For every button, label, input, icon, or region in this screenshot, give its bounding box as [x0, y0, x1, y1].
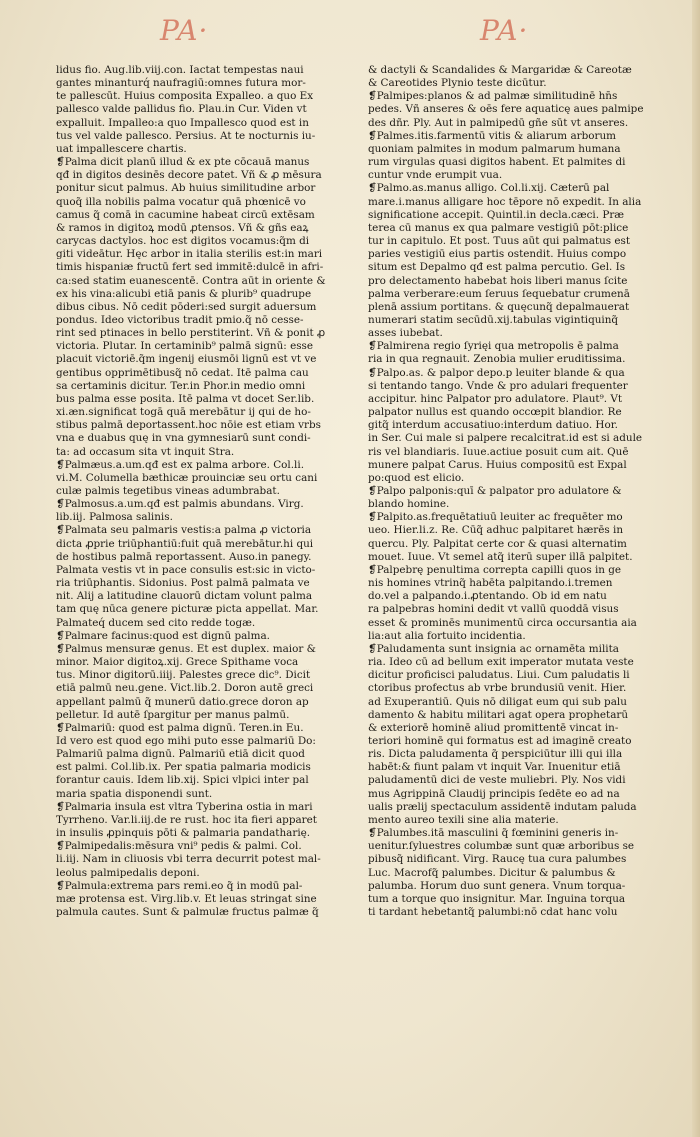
- text-line: mare.i.manus alligare hoc tēpore nō expedit. In alia: [368, 195, 642, 208]
- text-line: ctoribus profectus ab vrbe brundusiū venit. Hier.: [368, 682, 627, 695]
- text-line: lidus fio. Aug.lib.viij.con. Iactat tempestas naui: [56, 64, 304, 76]
- text-line: paries vestigiū eius partis ostendit. Huius compo: [368, 248, 627, 261]
- text-line: ad Exuperantiū. Quis nō diligat eum qui sub palu: [368, 695, 627, 708]
- text-line: pedes. Vñ anseres & oēs fere aquaticę aues palmipe: [368, 103, 644, 116]
- text-line: placuit victoriē.q̃m ingenij eiusmōi lignū est vt ve: [56, 353, 317, 366]
- text-line: ueo. Hier.li.z. Re. Cūq̃ adhuc palpitaret hærēs in: [368, 524, 624, 537]
- text-line: li.iij. Nam in cliuosis vbi terra decurrit potest mal-: [56, 853, 321, 866]
- text-line: pondus. Ideo victoribus tradit̃ pmio.q̃ nō cesse-: [56, 313, 304, 326]
- text-line: tus vel valde pallesco. Persius. At te nocturnis iu-: [56, 129, 316, 142]
- text-line: tur in capitulo. Et post. Tuus aūt qui palmatus est: [368, 235, 631, 248]
- text-line: plenā assium portitans. & quęcunq̃ depalmauerat: [368, 300, 630, 313]
- text-line: & exteriorē hominē aliud promittentē vincat in-: [368, 721, 619, 734]
- text-line: pallesco valde pallidus fio. Plau.in Cur. Viden vt: [56, 103, 307, 116]
- text-line: dicta ꝓprie triūphantiū:fuit quā merebātur.hi qui: [56, 537, 314, 550]
- text-line: vi.M. Columella bæthicæ prouinciæ seu ortu cani: [56, 471, 318, 484]
- text-line: palpator nullus est quando occœpit blandior. Re: [368, 406, 622, 419]
- text-line: pro delectamento habebat hois liberi manus ſcite: [368, 274, 628, 287]
- text-line: ca:sed statim euanescentē. Contra aūt in oriente &: [56, 274, 326, 287]
- text-line: ris. Dicta paludamenta q̃ perspiciūtur illi qui illa: [368, 748, 623, 761]
- text-line: etiā palmū neu.gene. Vict.lib.2. Doron autē greci: [56, 682, 314, 695]
- text-line: Tyrrheno. Var.li.iij.de re rust. hoc ita fieri apparet: [56, 813, 317, 826]
- text-line: Palmata vestis vt in pace consulis est:sic in victo-: [56, 563, 316, 576]
- text-line: forantur cauis. Idem lib.xij. Spici vlpici inter pal: [56, 774, 309, 787]
- text-line: tam quę nūca genere picturæ picta appellat̃. Mar.: [56, 603, 319, 616]
- text-line: pelletur. Id autē ſpargitur per manus palmū.: [56, 708, 290, 721]
- text-line: quoq̃ illa nobilis palma vocatur quā phœnicē vo: [56, 195, 306, 208]
- text-line: minor. Maior digitoꝝ.xij. Grece Spithame voca: [56, 656, 299, 669]
- text-line: ❡Palmariū: quod est palma dignū. Teren.in Eu.: [56, 721, 304, 734]
- text-line: ❡Palmo.as.manus alligo. Col.li.xij. Cæterū pal: [368, 182, 610, 195]
- text-line: xi.æn.significat togā quā merebātur ij qui de ho-: [56, 406, 311, 419]
- text-line: vna e duabus quę in vna gymnesiarū sunt condi-: [56, 432, 311, 445]
- text-line: lib.iij. Palmosa salinis.: [56, 511, 173, 524]
- text-line: dibus cibus. Nō cedit pōderi:sed surgit aduersum: [56, 300, 317, 313]
- text-line: maria spatia disponendi sunt.: [56, 787, 213, 800]
- text-line: timis hispaniæ fructū fert sed immitē:dulcē in afri-: [56, 261, 324, 274]
- text-line: te pallescūt. Huius composita Expalleo. a quo Ex: [56, 90, 314, 103]
- text-line: ❡Palpo.as. & palpor depo.p leuiter blande & qua: [368, 366, 625, 379]
- text-line: gantes minanturq́ naufragiū:omnes futura mor-: [56, 77, 306, 90]
- text-line: uat impallescere chartis.: [56, 142, 187, 155]
- text-line: ❡Palmirena regio ſyrięi qua metropolis ē palma: [368, 340, 619, 353]
- text-line: ❡Palmæus.a.um.qđ est ex palma arbore. Col.li.: [56, 458, 305, 471]
- text-column-right: [368, 64, 674, 1104]
- page-edge: [692, 0, 700, 1137]
- text-line: carycas dactylos. hoc est digitos vocamus:q̃m di: [56, 235, 310, 248]
- text-line: ria in qua regnauit. Zenobia mulier eruditissima.: [368, 353, 626, 366]
- text-line: ❡Palmaria insula est vltra Tyberina ostia in mari: [56, 800, 313, 813]
- text-line: cuntur vnde erumpit vua.: [368, 169, 503, 182]
- text-line: mus Agrippinā Claudij principis ſedēte eo ad na: [368, 787, 620, 800]
- text-line: ti tardant hebetantq̃ palumbi:nō cdat hanc volu: [368, 906, 618, 918]
- text-line: leolus palmipedalis deponi.: [56, 866, 200, 879]
- text-line: nit. Alij a latitudine clauorū dictam volunt palma: [56, 590, 313, 603]
- text-line: esset & prominēs munimentū circa occursantia aia: [368, 616, 637, 629]
- text-line: est palmi. Col.lib.ix. Per spatia palmaria modicis: [56, 761, 311, 774]
- text-line: ria triūphantis. Sidonius. Post palmā palmata ve: [56, 577, 310, 590]
- text-line: blando homine.: [368, 498, 450, 511]
- text-line: ❡Palma dicit̃ planū illud & ex pte cōcauā manus: [56, 156, 310, 169]
- running-head-right: PA·: [480, 14, 529, 47]
- text-line: po:quod est elicio.: [368, 471, 465, 484]
- text-line: victoria. Plutar. In certaminib⁹ palmā signū: esse: [56, 340, 314, 353]
- text-line: dicitur proficisci paludatus. Liui. Cum paludatis li: [368, 669, 630, 682]
- text-line: teriori hominē qui formatus est ad imaginē creato: [368, 734, 632, 747]
- text-line: ra palpebras homini dedit vt vallū quoddā visus: [368, 603, 619, 616]
- text-line: & Careotides Plynio teste dicūtur.: [368, 77, 547, 90]
- text-line: qđ in digitos desinēs decore patet. Vñ & ꝓ mēsura: [56, 169, 322, 182]
- text-line: lia:aut alia fortuito incidentia.: [368, 629, 526, 642]
- text-line: damento & habitu militari agat opera prophetarū: [368, 708, 629, 721]
- text-line: ❡Palmipedalis:mēsura vni⁹ pedis & palmi. Col.: [56, 840, 302, 853]
- text-line: situm est Depalmo qđ est palma percutio. Gel. Is: [368, 261, 626, 274]
- text-line: ponitur sicut palmus. Ab huius similitudine arbor: [56, 182, 316, 195]
- text-line: Id vero est quod ego mihi puto esse palmariū Do:: [56, 734, 316, 747]
- text-line: ❡Palumbes.itā masculini q̃ fœminini generis in-: [368, 827, 619, 840]
- text-line: rum virgulas quasi digitos habent. Et palmites di: [368, 156, 626, 169]
- text-line: camus q̃ comā in cacumine habeat circū extēsam: [56, 208, 315, 221]
- text-line: numerari statim secūdū.xij.tabulas vigintiquinq̃: [368, 313, 619, 326]
- text-line: asses iubebat.: [368, 327, 443, 340]
- text-line: gentibus opprimētibusq̃ nō cedat. Itē palma cau: [56, 366, 309, 379]
- text-line: in Ser. Cui male si palpere recalcitrat.id est si adule: [368, 432, 643, 445]
- text-line: & dactyli & Scandalides & Margaridæ & Careotæ: [368, 64, 632, 76]
- text-line: appellant palmū q̃ munerū datio.grece doron ap: [56, 695, 309, 708]
- text-line: ris vel blandiaris. Iuue.actiue posuit cum ait. Quē: [368, 445, 629, 458]
- text-line: ❡Palmipes:planos & ad palmæ similitudinē hn̄s: [368, 90, 618, 103]
- text-line: sa certaminis dicitur. Ter.in Phor.in medio omni: [56, 379, 306, 392]
- text-line: habēt:& fiunt palam vt inquit Var. Inuenitur etiā: [368, 761, 621, 774]
- text-line: munere palpat Carus. Huius compositū est Expal: [368, 458, 627, 471]
- text-line: palmula cautes. Sunt & palmulæ fructus palmæ q̃: [56, 906, 319, 918]
- text-line: ta: ad occasum sita vt inquit Stra.: [56, 445, 235, 458]
- text-line: Luc. Macrofq̃ palumbes. Dicitur & palumbus &: [368, 866, 616, 879]
- text-line: quercu. Ply. Palpitat certe cor & quasi alternatim: [368, 537, 627, 550]
- text-line: in insulis ꝓpinquis pōti & palmaria pandatharię.: [56, 827, 311, 840]
- text-line: stibus palmā deportassent.hoc nōie est etiam vrbs: [56, 419, 321, 432]
- text-line: expalluit. Impalleo:a quo Impallesco quod est in: [56, 116, 309, 129]
- text-line: des dñr. Ply. Aut in palmipedū gñe sūt vt anseres.: [368, 116, 629, 129]
- text-line: ❡Paludamenta sunt insignia ac ornamēta milita: [368, 642, 619, 655]
- text-line: Palmariū palma dignū. Palmariū etiā dicit̃ quod: [56, 748, 305, 761]
- text-line: ❡Palmata seu palmaris vestis:a palma ꝓ victoria: [56, 524, 312, 537]
- text-line: de hostibus palmā reportassent. Auso.in panegy.: [56, 550, 312, 563]
- text-line: rint sed ptinaces in bello perstiterint. Vñ & ponit̃ ꝓ: [56, 327, 326, 340]
- text-line: quoniam palmites in modum palmarum humana: [368, 142, 621, 155]
- text-line: culæ palmis tegetibus vineas adumbrabat.: [56, 485, 280, 497]
- text-line: mento aureo texili sine alia materie.: [368, 813, 559, 826]
- text-line: ❡Palmosus.a.um.qđ est palmis abundans. Virg.: [56, 498, 304, 511]
- text-line: accipitur. hinc Palpator pro adulatore. Plaut⁹. Vt: [368, 392, 623, 405]
- text-line: bus palma esse posita. Itē palma vt docet Ser.lib.: [56, 392, 315, 405]
- text-line: ria. Ideo cū ad bellum exit imperator mutata veste: [368, 656, 634, 669]
- text-line: tum a torque quo insignitur. Mar. Inguina torqua: [368, 892, 626, 905]
- text-line: mæ protensa est. Virg.lib.v. Et leuas stringat sine: [56, 892, 317, 905]
- text-line: ex his vina:alicubi etiā panis & plurib⁹ quadrupe: [56, 287, 312, 300]
- text-line: ualis prælij spectaculum assidentē indutam paluda: [368, 800, 637, 813]
- text-line: ❡Palmus mensuræ genus. Et est duplex. maior &: [56, 642, 316, 655]
- text-line: pibusq̃ nidificant. Virg. Raucę tua cura palumbes: [368, 853, 627, 866]
- text-line: ❡Palpito.as.frequētatiuū leuiter ac frequēter mo: [368, 511, 623, 524]
- text-line: giti videātur. Hęc arbor in italia sterilis est:in mari: [56, 248, 323, 261]
- text-line: nis homines vtrinq̃ habēta palpitando.i.tremen: [368, 577, 613, 590]
- text-line: mouet. Iuue. Vt semel atq̃ iterū super illā palpitet.: [368, 550, 633, 563]
- text-line: paludamentū dici de veste muliebri. Ply. Nos vidi: [368, 774, 626, 787]
- text-line: do.vel a palpando.i.ꝓtentando. Ob id em natu: [368, 590, 607, 603]
- text-line: ❡Palmes.itis.farmentū vitis & aliarum arborum: [368, 129, 617, 142]
- text-line: terea cū manus ex qua palmare vestigiū pōt:plice: [368, 221, 629, 234]
- text-line: ❡Palmare facinus:quod est dignū palma.: [56, 629, 270, 642]
- text-line: Palmateq́ ducem sed cito redde togæ.: [56, 616, 256, 629]
- running-head-left: PA·: [160, 14, 209, 47]
- text-line: tus. Minor digitorū.iiij. Palestes grece dic⁹. Dicit̃: [56, 669, 311, 682]
- text-line: ❡Palmula:extrema pars remi.eo q̃ in modū pal-: [56, 879, 303, 892]
- text-line: si tentando tango. Vnde & pro adulari frequenter: [368, 379, 628, 392]
- text-line: palumba. Horum duo sunt genera. Vnum torqua-: [368, 879, 626, 892]
- text-line: significatione accepit. Quintil.in decla.cæci. Præ: [368, 208, 625, 221]
- text-line: uenitur.ſyluestres columbæ sunt quæ arboribus se: [368, 840, 635, 853]
- text-line: gitq̃ interdum accusatiuo:interdum datiuo. Hor.: [368, 419, 618, 432]
- text-line: ❡Palpebrę penultima correpta capilli quos in ge: [368, 563, 622, 576]
- text-column-left: [56, 64, 352, 1104]
- text-line: & ramos in digitoꝝ modū ꝓtensos. Vñ & gñs eaꝝ: [56, 221, 309, 234]
- text-line: ❡Palpo palponis:quī & palpator pro adulatore &: [368, 485, 622, 497]
- text-line: palma verberare:eum ſeruus ſequebatur crumenā: [368, 287, 630, 300]
